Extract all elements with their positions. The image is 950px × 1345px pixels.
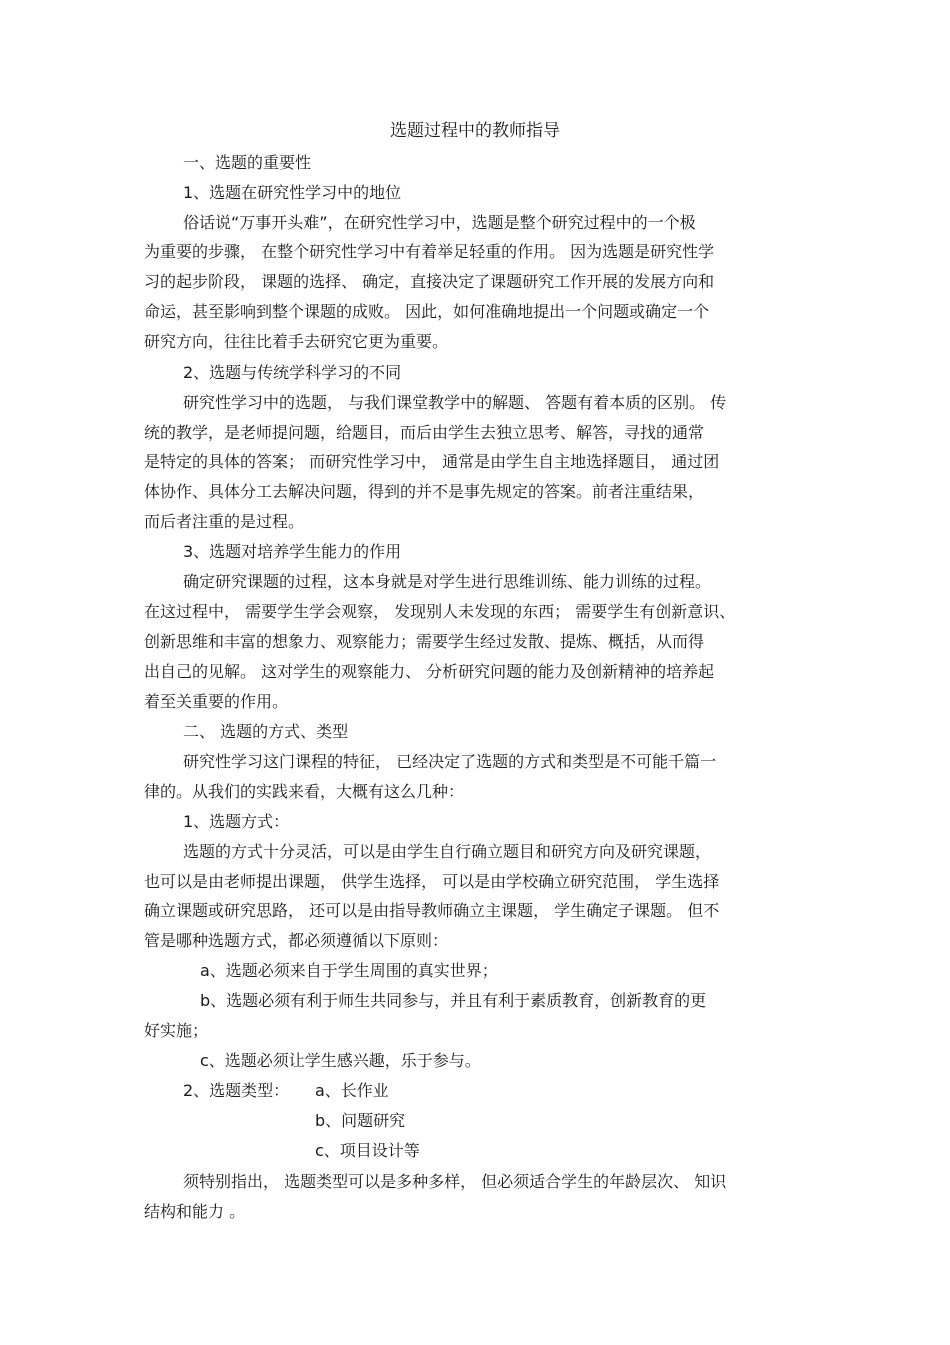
paragraph-line: 研究性学习这门课程的特征， 已经决定了选题的方式和类型是不可能千篇一	[183, 752, 717, 771]
paragraph-line: 俗话说“万事开头难”，在研究性学习中，选题是整个研究过程中的一个极	[183, 213, 696, 232]
paragraph-line: 研究性学习中的选题， 与我们课堂教学中的解题、 答题有着本质的区别。 传	[183, 393, 727, 412]
paragraph-line: 而后者注重的是过程。	[144, 512, 305, 531]
subsection-heading-2-2: 2、选题类型：	[183, 1081, 290, 1100]
paragraph-line: 律的。从我们的实践来看，大概有这么几种：	[144, 782, 465, 801]
paragraph-line: 结构和能力 。	[144, 1202, 246, 1221]
paragraph-line: 好实施；	[144, 1021, 209, 1040]
type-item-c: c、项目设计等	[315, 1141, 420, 1160]
section-heading-1: 一、选题的重要性	[183, 153, 312, 172]
paragraph-line: 在这过程中， 需要学生学会观察， 发现别人未发现的东西； 需要学生有创新意识、	[144, 602, 736, 621]
document-title: 选题过程中的教师指导	[390, 121, 560, 141]
section-heading-2: 二、 选题的方式、类型	[183, 722, 349, 741]
paragraph-line: 着至关重要的作用。	[144, 692, 289, 711]
principle-item-c: c、选题必须让学生感兴趣，乐于参与。	[200, 1051, 481, 1070]
subsection-heading-1-2: 2、选题与传统学科学习的不同	[183, 363, 402, 382]
paragraph-line: 选题的方式十分灵活，可以是由学生自行确立题目和研究方向及研究课题，	[183, 842, 712, 861]
paragraph-line: 确立课题或研究思路， 还可以是由指导教师确立主课题， 学生确定子课题。 但不	[144, 901, 720, 920]
principle-item-b: b、选题必须有利于师生共同参与，并且有利于素质教育，创新教育的更	[200, 991, 707, 1010]
subsection-heading-2-1: 1、选题方式：	[183, 812, 290, 831]
paragraph-line: 是特定的具体的答案； 而研究性学习中， 通常是由学生自主地选择题目， 通过团	[144, 452, 720, 471]
paragraph-line: 为重要的步骤， 在整个研究性学习中有着举足轻重的作用。 因为选题是研究性学	[144, 242, 715, 261]
paragraph-line: 确定研究课题的过程，这本身就是对学生进行思维训练、能力训练的过程。	[183, 572, 712, 591]
subsection-heading-1-1: 1、选题在研究性学习中的地位	[183, 183, 402, 202]
paragraph-line: 体协作、具体分工去解决问题，得到的并不是事先规定的答案。前者注重结果，	[144, 482, 705, 501]
principle-item-a: a、选题必须来自于学生周围的真实世界；	[200, 961, 498, 980]
type-item-b: b、问题研究	[315, 1111, 406, 1130]
paragraph-line: 命运，甚至影响到整个课题的成败。 因此，如何准确地提出一个问题或确定一个	[144, 302, 710, 321]
paragraph-line: 也可以是由老师提出课题， 供学生选择， 可以是由学校确立研究范围， 学生选择	[144, 872, 720, 891]
paragraph-line: 统的教学，是老师提问题，给题目，而后由学生去独立思考、解答，寻找的通常	[144, 423, 705, 442]
paragraph-line: 管是哪种选题方式，都必须遵循以下原则：	[144, 931, 449, 950]
paragraph-line: 须特别指出， 选题类型可以是多种多样， 但必须适合学生的年龄层次、 知识	[183, 1172, 727, 1191]
paragraph-line: 创新思维和丰富的想象力、观察能力；需要学生经过发散、提炼、概括，从而得	[144, 632, 705, 651]
paragraph-line: 习的起步阶段， 课题的选择、 确定，直接决定了课题研究工作开展的发展方向和	[144, 272, 715, 291]
subsection-heading-1-3: 3、选题对培养学生能力的作用	[183, 542, 402, 561]
type-item-a: a、长作业	[315, 1081, 389, 1100]
paragraph-line: 研究方向，往往比着手去研究它更为重要。	[144, 332, 449, 351]
paragraph-line: 出自己的见解。 这对学生的观察能力、 分析研究问题的能力及创新精神的培养起	[144, 662, 715, 681]
